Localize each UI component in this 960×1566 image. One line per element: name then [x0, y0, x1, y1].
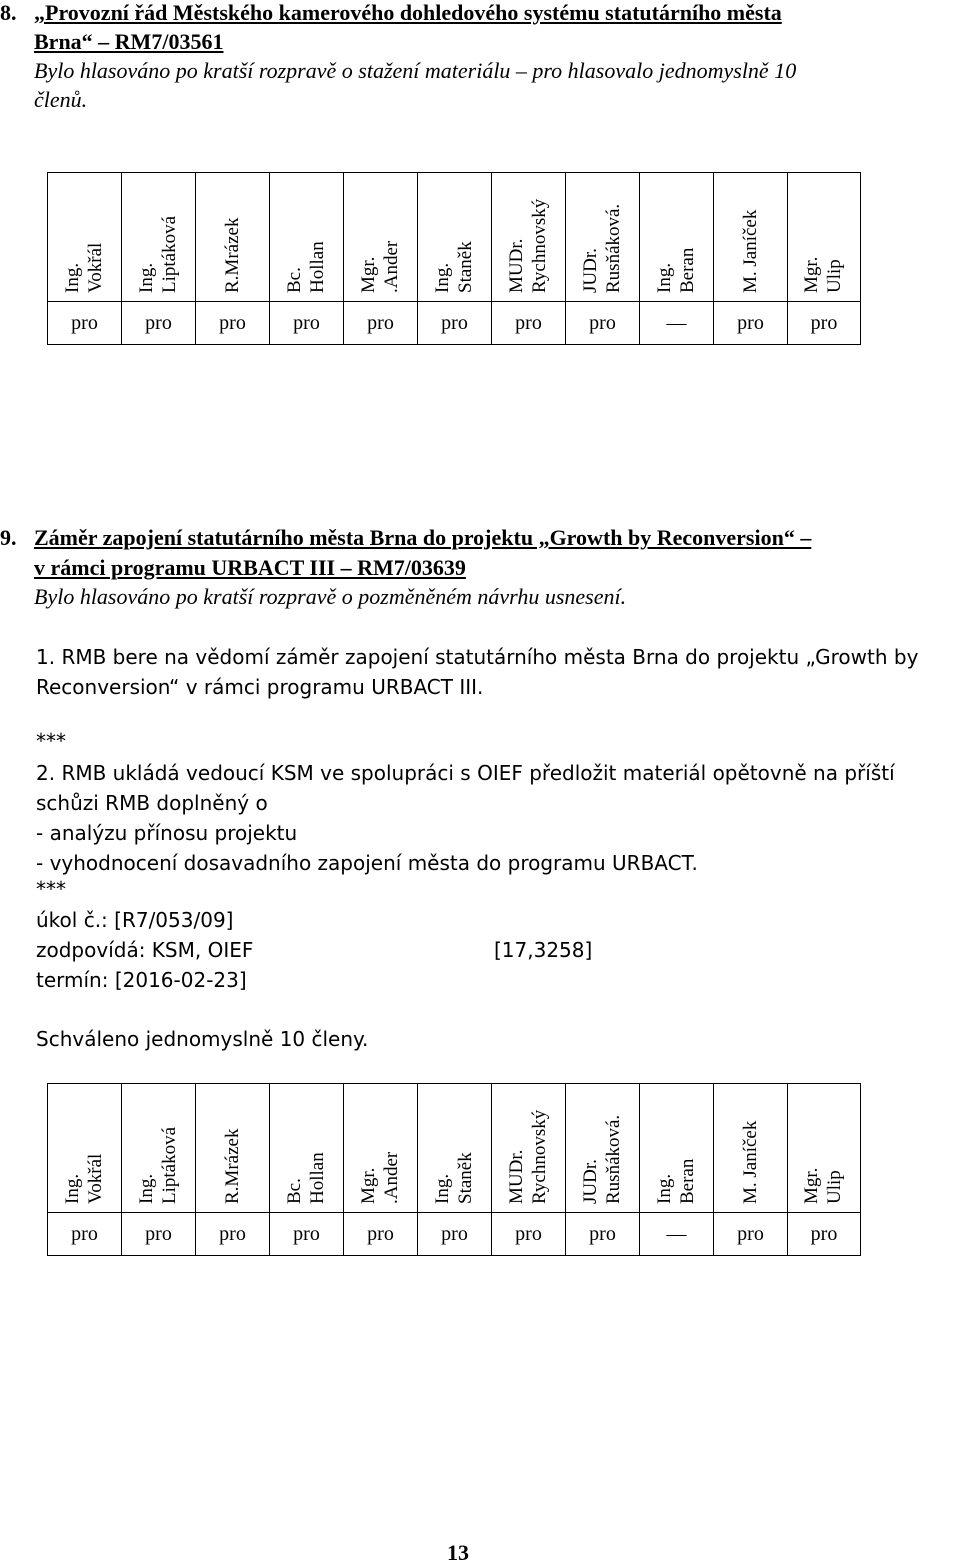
member-name [221, 218, 244, 293]
vote-cell: pro [418, 302, 492, 345]
member-name-wrap [344, 1084, 417, 1212]
member-name-wrap [714, 173, 787, 301]
vote-cell: pro [492, 302, 566, 345]
member-name-wrap [788, 173, 860, 301]
vote-cell: –– [640, 1213, 714, 1256]
vote-cell: –– [640, 302, 714, 345]
member-name-line2: Rusňáková. [602, 1114, 624, 1204]
member-name-cell [48, 173, 122, 302]
member-name-cell [270, 1084, 344, 1213]
member-name [283, 241, 329, 293]
vote-cell: pro [566, 302, 640, 345]
vote-cell: pro [270, 302, 344, 345]
resolution-2-line1: 2. RMB ukládá vedoucí KSM ve spolupráci s OIEF předložit materiál opětovně na příští [36, 761, 895, 785]
member-name-line2: Liptáková [158, 215, 180, 293]
member-name [357, 241, 403, 293]
member-name [221, 1129, 244, 1204]
member-name-wrap [270, 173, 343, 301]
member-name-cell [196, 173, 270, 302]
member-name-line1: R.Mrázek [221, 1128, 243, 1204]
member-name-wrap [122, 173, 195, 301]
member-name [61, 1154, 107, 1204]
member-name-cell [714, 1084, 788, 1213]
member-name-line2: Staněk [454, 1152, 476, 1204]
member-name-line2: Vokřál [84, 1153, 106, 1204]
approval-statement: Schváleno jednomyslně 10 členy. [36, 1027, 369, 1051]
member-name-wrap [714, 1084, 787, 1212]
member-name-wrap [492, 173, 565, 301]
member-name-wrap [48, 173, 121, 301]
vote-cell: pro [788, 1213, 861, 1256]
member-name-cell [270, 173, 344, 302]
member-name [653, 1159, 699, 1204]
member-name-cell [122, 173, 196, 302]
member-name-wrap [566, 173, 639, 301]
vote-table-2 [47, 1083, 861, 1256]
member-name-line2: Rychnovský [528, 198, 550, 293]
member-name-line2: Ulip [824, 259, 845, 293]
section-9-note: Bylo hlasováno po kratší rozpravě o pozměněném návrhu usnesení. [34, 584, 627, 609]
member-name-cell [492, 173, 566, 302]
section-9-title-line2: v rámci programu URBACT III – RM7/03639 [34, 555, 466, 580]
member-name-line2: Liptáková [158, 1126, 180, 1204]
resolution-2-line2: schůzi RMB doplněný o [36, 791, 268, 815]
member-name-line2: Beran [676, 1158, 698, 1204]
member-name-line2: Rusňáková. [602, 203, 624, 293]
vote-cell: pro [196, 1213, 270, 1256]
vote-table-votes-row [48, 302, 861, 345]
member-name-cell [344, 1084, 418, 1213]
vote-cell: pro [48, 302, 122, 345]
member-name-cell [640, 1084, 714, 1213]
member-name-wrap [418, 1084, 491, 1212]
member-name-cell [788, 1084, 861, 1213]
member-name-line1: JUDr. [579, 1159, 601, 1204]
page-number: 13 [447, 1540, 469, 1565]
member-name-line1: Ing. [135, 262, 157, 293]
member-name-line1: Ing. [653, 262, 675, 293]
member-name [505, 1110, 551, 1204]
vote-cell: pro [48, 1213, 122, 1256]
vote-cell: pro [344, 1213, 418, 1256]
section-9-number: 9. [0, 525, 17, 550]
member-name-cell [566, 1084, 640, 1213]
member-name-wrap [48, 1084, 121, 1212]
member-name-line1: Ing. [135, 1173, 157, 1204]
section-8-title-line1: „Provozní řád Městského kamerového dohledového systému statutárního města [34, 0, 782, 25]
vote-cell: pro [270, 1213, 344, 1256]
member-name-line1: R.Mrázek [221, 217, 243, 293]
member-name-cell [640, 173, 714, 302]
vote-cell: pro [714, 302, 788, 345]
member-name-wrap [196, 1084, 269, 1212]
member-name [800, 257, 846, 293]
member-name-line1: Mgr. [801, 256, 822, 293]
member-name-wrap [492, 1084, 565, 1212]
vote-cell: pro [418, 1213, 492, 1256]
member-name-wrap [270, 1084, 343, 1212]
member-name [283, 1152, 329, 1204]
task-number: úkol č.: [R7/053/09] [36, 908, 234, 932]
member-name [135, 216, 181, 293]
member-name [739, 210, 762, 293]
member-name-line2: Hollan [306, 1152, 328, 1204]
member-name-cell [418, 173, 492, 302]
task-deadline: termín: [2016-02-23] [36, 968, 247, 992]
section-9-title-line1: Záměr zapojení statutárního města Brna do projektu „Growth by Reconversion“ – [34, 525, 812, 550]
vote-cell: pro [788, 302, 861, 345]
member-name [135, 1127, 181, 1204]
member-name [431, 1152, 477, 1204]
member-name-line1: Ing. [431, 262, 453, 293]
section-8-note-line2: členů. [34, 87, 88, 112]
vote-cell: pro [492, 1213, 566, 1256]
member-name-line1: Ing. [653, 1173, 675, 1204]
member-name-cell [48, 1084, 122, 1213]
vote-cell: pro [566, 1213, 640, 1256]
member-name-line1: Bc. [283, 1178, 305, 1204]
member-name-line1: MUDr. [505, 1149, 527, 1204]
member-name-line2: Ulip [824, 1170, 845, 1204]
task-code: [17,3258] [494, 938, 593, 962]
member-name-wrap [640, 1084, 713, 1212]
member-name-line1: Ing. [431, 1173, 453, 1204]
member-name-cell [418, 1084, 492, 1213]
resolution-2-line4: - vyhodnocení dosavadního zapojení města do programu URBACT. [36, 851, 698, 875]
section-8-number: 8. [0, 0, 17, 25]
member-name-cell [788, 173, 861, 302]
resolution-2-line3: - analýzu přínosu projektu [36, 821, 298, 845]
member-name-wrap [640, 173, 713, 301]
member-name-wrap [122, 1084, 195, 1212]
member-name-line2: .Ander [380, 240, 402, 293]
member-name [800, 1168, 846, 1204]
member-name-line1: Bc. [283, 267, 305, 293]
vote-cell: pro [344, 302, 418, 345]
member-name [357, 1152, 403, 1204]
section-8-note-line1: Bylo hlasováno po kratší rozpravě o stažení materiálu – pro hlasovalo jednomyslně 10 [34, 58, 797, 83]
member-name-wrap [788, 1084, 860, 1212]
member-name-line1: Mgr. [357, 1167, 379, 1204]
member-name [579, 1115, 625, 1204]
vote-table-names-row [48, 173, 861, 302]
member-name-cell [492, 1084, 566, 1213]
member-name-line2: .Ander [380, 1151, 402, 1204]
member-name-cell [344, 173, 418, 302]
vote-table-names-row [48, 1084, 861, 1213]
member-name [61, 243, 107, 293]
member-name-wrap [566, 1084, 639, 1212]
member-name-cell [566, 173, 640, 302]
member-name-line2: Rychnovský [528, 1109, 550, 1204]
vote-table-votes-row [48, 1213, 861, 1256]
vote-table-1 [47, 172, 861, 345]
member-name-line1: M. Janíček [739, 209, 761, 293]
separator-1: *** [36, 729, 66, 753]
member-name [653, 248, 699, 293]
member-name [505, 199, 551, 293]
resolution-1-line1: 1. RMB bere na vědomí záměr zapojení statutárního města Brna do projektu „Growth by [36, 645, 919, 669]
member-name-line1: M. Janíček [739, 1120, 761, 1204]
member-name-cell [714, 173, 788, 302]
task-responsible: zodpovídá: KSM, OIEF [36, 938, 254, 962]
member-name-line2: Beran [676, 247, 698, 293]
vote-cell: pro [714, 1213, 788, 1256]
member-name-wrap [196, 173, 269, 301]
vote-cell: pro [196, 302, 270, 345]
member-name-line1: Ing. [61, 262, 83, 293]
member-name-line1: Mgr. [357, 256, 379, 293]
vote-cell: pro [122, 1213, 196, 1256]
vote-cell: pro [122, 302, 196, 345]
member-name-line1: Mgr. [801, 1167, 822, 1204]
member-name [431, 241, 477, 293]
resolution-1-line2: Reconversion“ v rámci programu URBACT III. [36, 675, 484, 699]
member-name-line2: Staněk [454, 241, 476, 293]
member-name-cell [196, 1084, 270, 1213]
member-name-line1: Ing. [61, 1173, 83, 1204]
member-name-line2: Hollan [306, 241, 328, 293]
member-name-wrap [344, 173, 417, 301]
member-name [739, 1121, 762, 1204]
member-name [579, 204, 625, 293]
member-name-cell [122, 1084, 196, 1213]
member-name-wrap [418, 173, 491, 301]
member-name-line1: JUDr. [579, 248, 601, 293]
separator-2: *** [36, 877, 66, 901]
member-name-line2: Vokřál [84, 242, 106, 293]
member-name-line1: MUDr. [505, 238, 527, 293]
section-8-title-line2: Brna“ – RM7/03561 [34, 29, 224, 54]
